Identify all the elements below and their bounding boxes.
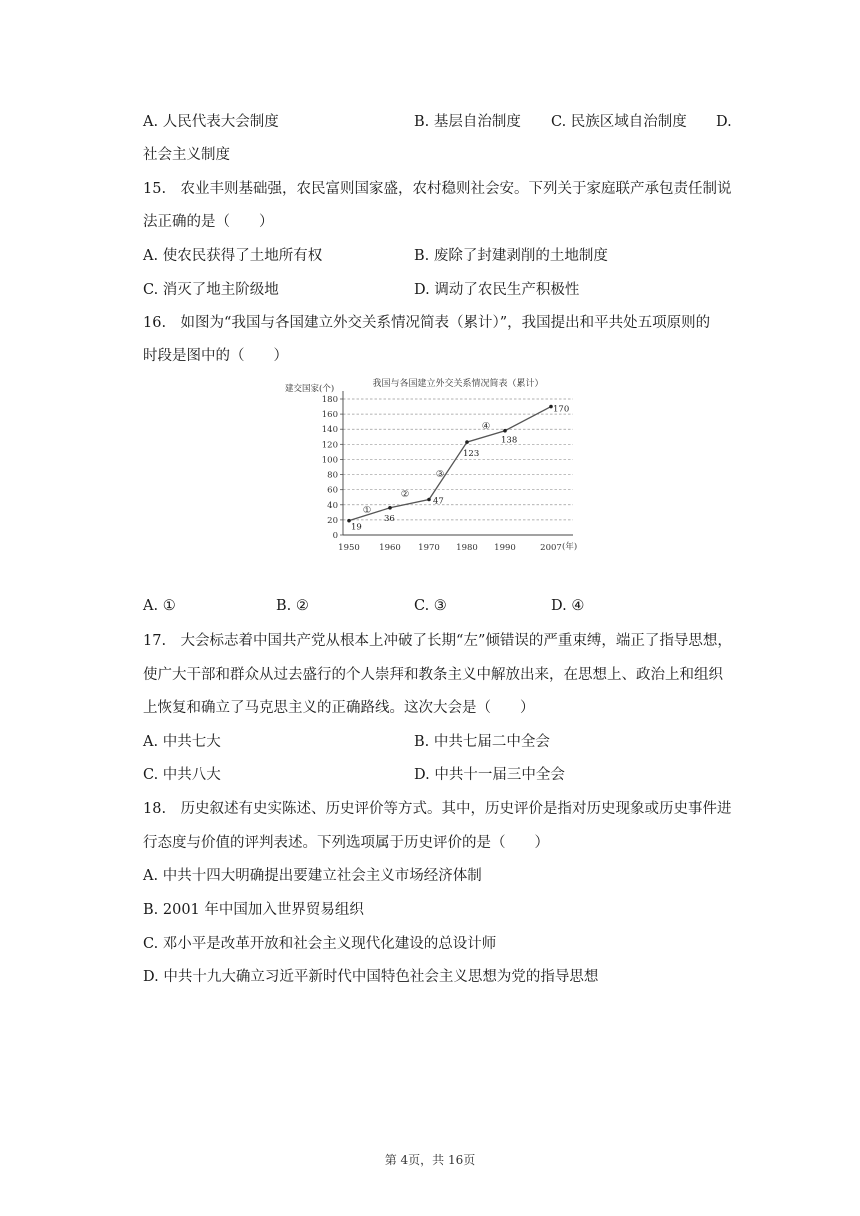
q15-option-a: A. 使农民获得了土地所有权 <box>143 248 323 264</box>
q14-option-a: A. 人民代表大会制度 <box>143 114 279 130</box>
q17-stem-line-2: 使广大干部和群众从过去盛行的个人崇拜和教条主义中解放出来，在思想上、政治上和组织 <box>143 667 723 683</box>
q16-option-d: D. ④ <box>551 598 585 614</box>
q18-option-c: C. 邓小平是改革开放和社会主义现代化建设的总设计师 <box>143 936 497 952</box>
q18-stem-line-2: 行态度与价值的评判表述。下列选项属于历史评价的是（ ） <box>143 835 549 851</box>
q16-stem-line-1: 16. 如图为“我国与各国建立外交关系情况简表（累计）”，我国提出和平共处五项原则的 <box>143 315 711 331</box>
q16-stem-line-2: 时段是图中的（ ） <box>143 348 288 364</box>
q14-option-b: B. 基层自治制度 <box>414 114 521 130</box>
q15-option-c: C. 消灭了地主阶级地 <box>143 282 279 298</box>
q17-option-d: D. 中共十一届三中全会 <box>414 767 565 783</box>
q14-option-d-text: 社会主义制度 <box>143 147 230 163</box>
q14-option-d: D. <box>716 114 732 130</box>
y-tick-label-60: 60 <box>327 485 338 496</box>
x-tick-label-1960: 1960 <box>379 543 401 553</box>
y-tick-label-80: 80 <box>327 470 338 481</box>
data-point-1960 <box>388 506 392 510</box>
q17-stem-line-1: 17. 大会标志着中国共产党从根本上冲破了长期“左”倾错误的严重束缚，端正了指导思想， <box>143 633 732 649</box>
q17-option-c: C. 中共八大 <box>143 767 221 783</box>
series-line <box>349 407 551 521</box>
y-tick-label-0: 0 <box>332 531 338 541</box>
q15-stem-line-1: 15. 农业丰则基础强，农民富则国家盛，农村稳则社会安。下列关于家庭联产承包责任制说 <box>143 181 732 197</box>
q18-option-d: D. 中共十九大确立习近平新时代中国特色社会主义思想为党的指导思想 <box>143 969 599 985</box>
x-tick-label-1950: 1950 <box>338 543 360 553</box>
y-tick-label-180: 180 <box>321 395 338 405</box>
data-label-1960: 36 <box>384 513 395 524</box>
y-tick-label-140: 140 <box>321 425 338 436</box>
data-label-2007: 170 <box>553 404 570 415</box>
data-label-1970: 47 <box>433 496 444 507</box>
q18-option-a: A. 中共十四大明确提出要建立社会主义市场经济体制 <box>143 868 482 884</box>
q16-option-c: C. ③ <box>414 598 447 614</box>
data-point-1990 <box>503 429 507 433</box>
diplomatic-relations-chart <box>283 375 583 560</box>
q17-option-a: A. 中共七大 <box>143 734 221 750</box>
q15-stem-line-2: 法正确的是（ ） <box>143 214 274 230</box>
q18-stem-line-1: 18. 历史叙述有史实陈述、历史评价等方式。其中，历史评价是指对历史现象或历史事件进 <box>143 801 732 817</box>
chart-svg <box>283 375 583 560</box>
y-tick-label-100: 100 <box>321 455 338 466</box>
data-point-1980 <box>465 440 469 444</box>
x-tick-label-1980: 1980 <box>456 543 478 553</box>
segment-marker-1: ① <box>362 505 372 517</box>
x-axis-unit: (年) <box>562 542 578 552</box>
chart-title: 我国与各国建立外交关系情况简表（累计） <box>372 379 544 389</box>
y-tick-label-20: 20 <box>327 515 338 526</box>
page-footer: 第 4页，共 16页 <box>384 1153 476 1167</box>
data-label-1980: 123 <box>463 449 480 460</box>
data-label-1950: 19 <box>351 522 362 533</box>
data-point-1970 <box>427 498 431 502</box>
q17-option-b: B. 中共七届二中全会 <box>414 734 550 750</box>
q16-option-a: A. ① <box>143 598 176 614</box>
data-label-1990: 138 <box>501 435 518 446</box>
q18-option-b: B. 2001 年中国加入世界贸易组织 <box>143 902 364 918</box>
q14-option-c: C. 民族区域自治制度 <box>551 114 687 130</box>
x-tick-label-2007: 2007 <box>540 543 562 553</box>
y-tick-label-120: 120 <box>321 440 338 451</box>
y-tick-label-160: 160 <box>321 410 338 421</box>
segment-marker-4: ④ <box>481 421 491 433</box>
y-axis-label: 建交国家(个) <box>285 384 335 394</box>
segment-marker-2: ② <box>400 489 410 501</box>
q15-option-d: D. 调动了农民生产积极性 <box>414 282 580 298</box>
q15-option-b: B. 废除了封建剥削的土地制度 <box>414 248 608 264</box>
y-tick-label-40: 40 <box>327 500 338 511</box>
x-tick-label-1990: 1990 <box>494 543 516 553</box>
segment-marker-3: ③ <box>435 468 445 480</box>
x-tick-label-1970: 1970 <box>418 543 440 553</box>
q17-stem-line-3: 上恢复和确立了马克思主义的正确路线。这次大会是（ ） <box>143 700 535 716</box>
q16-option-b: B. ② <box>276 598 309 614</box>
